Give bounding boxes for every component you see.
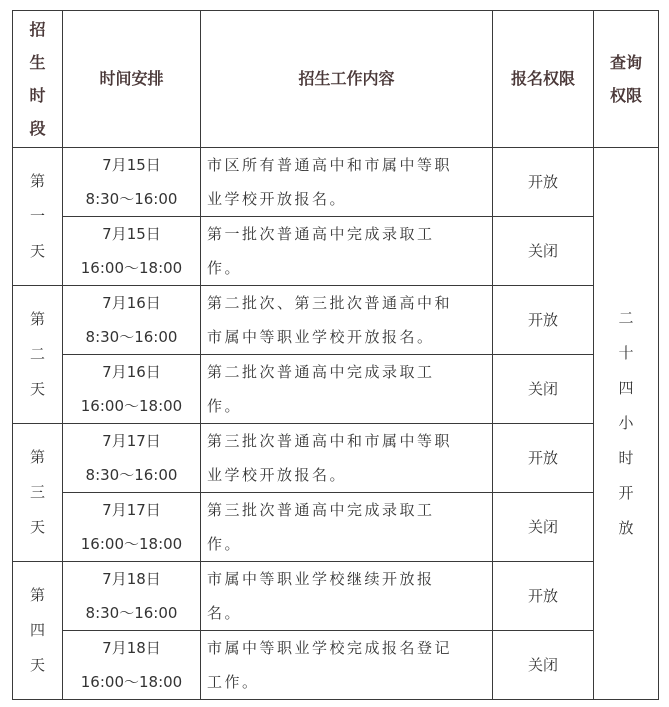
content-line: 市属中等职业学校开放报名。 [207,328,435,346]
day-char: 二 [29,345,45,363]
content-cell [201,286,493,355]
day-char: 四 [29,621,45,639]
date: 7月18日 [102,570,161,588]
query-char: 小 [618,414,634,432]
day-label [13,562,63,700]
content-line: 市属中等职业学校继续开放报 [207,570,435,588]
register-status: 关闭 [493,631,594,700]
day-char: 第 [29,448,45,466]
day-char: 第 [29,310,45,328]
content-cell [201,424,493,493]
query-char: 四 [618,379,634,397]
header-row [13,11,659,148]
header-query [594,11,659,148]
table-row [13,631,659,700]
time-cell [63,631,201,700]
day-char: 三 [29,483,45,501]
query-char: 开 [618,484,634,502]
content-cell [201,493,493,562]
time-range: 16:00～18:00 [80,259,183,277]
date: 7月16日 [102,363,161,381]
table-row [13,493,659,562]
time-range: 16:00～18:00 [80,535,183,553]
content-line: 作。 [207,259,243,277]
day-char: 天 [29,656,45,674]
content-line: 作。 [207,535,243,553]
time-cell [63,493,201,562]
register-status: 关闭 [493,493,594,562]
register-status: 开放 [493,562,594,631]
content-line: 第二批次普通高中完成录取工 [207,363,435,381]
time-cell [63,562,201,631]
header-register: 报名权限 [493,11,594,148]
content-line: 业学校开放报名。 [207,466,348,484]
day-label [13,148,63,286]
content-line: 市区所有普通高中和市属中等职 [207,156,453,174]
day-char: 第 [29,172,45,190]
query-char: 时 [618,449,634,467]
register-status: 开放 [493,424,594,493]
day-char: 第 [29,586,45,604]
header-period [13,11,63,148]
date: 7月15日 [102,156,161,174]
content-line: 第三批次普通高中完成录取工 [207,501,435,519]
time-cell [63,286,201,355]
content-cell [201,355,493,424]
date: 7月17日 [102,432,161,450]
content-line: 工作。 [207,673,260,691]
register-status: 关闭 [493,355,594,424]
date: 7月16日 [102,294,161,312]
table-row [13,424,659,493]
time-cell [63,424,201,493]
content-cell [201,631,493,700]
query-char: 十 [618,344,634,362]
register-status: 开放 [493,148,594,217]
content-line: 第二批次、第三批次普通高中和 [207,294,453,312]
content-cell [201,562,493,631]
table-row [13,148,659,217]
header-char: 时 [29,86,46,105]
header-content: 招生工作内容 [201,11,493,148]
content-line: 名。 [207,604,243,622]
content-line: 第三批次普通高中和市属中等职 [207,432,453,450]
query-access [594,148,659,700]
time-range: 16:00～18:00 [80,673,183,691]
header-char: 查询 [609,53,642,72]
time-range: 8:30～16:00 [85,190,178,208]
header-char: 段 [29,119,46,138]
query-char: 放 [618,519,634,537]
date: 7月15日 [102,225,161,243]
header-time: 时间安排 [63,11,201,148]
content-line: 市属中等职业学校完成报名登记 [207,639,453,657]
time-cell [63,355,201,424]
date: 7月17日 [102,501,161,519]
register-status: 关闭 [493,217,594,286]
time-cell [63,217,201,286]
content-cell [201,217,493,286]
enrollment-schedule-table [12,10,659,700]
table-row [13,355,659,424]
time-cell [63,148,201,217]
header-char: 权限 [609,86,642,105]
time-range: 8:30～16:00 [85,604,178,622]
table-row [13,562,659,631]
day-label [13,424,63,562]
day-char: 天 [29,380,45,398]
day-char: 一 [29,207,45,225]
day-label [13,286,63,424]
register-status: 开放 [493,286,594,355]
date: 7月18日 [102,639,161,657]
day-char: 天 [29,518,45,536]
query-char: 二 [618,309,634,327]
content-line: 第一批次普通高中完成录取工 [207,225,435,243]
table-row [13,217,659,286]
content-line: 作。 [207,397,243,415]
header-char: 招 [29,20,46,39]
time-range: 8:30～16:00 [85,328,178,346]
content-line: 业学校开放报名。 [207,190,348,208]
time-range: 16:00～18:00 [80,397,183,415]
content-cell [201,148,493,217]
header-char: 生 [29,53,46,72]
day-char: 天 [29,242,45,260]
time-range: 8:30～16:00 [85,466,178,484]
table-row [13,286,659,355]
